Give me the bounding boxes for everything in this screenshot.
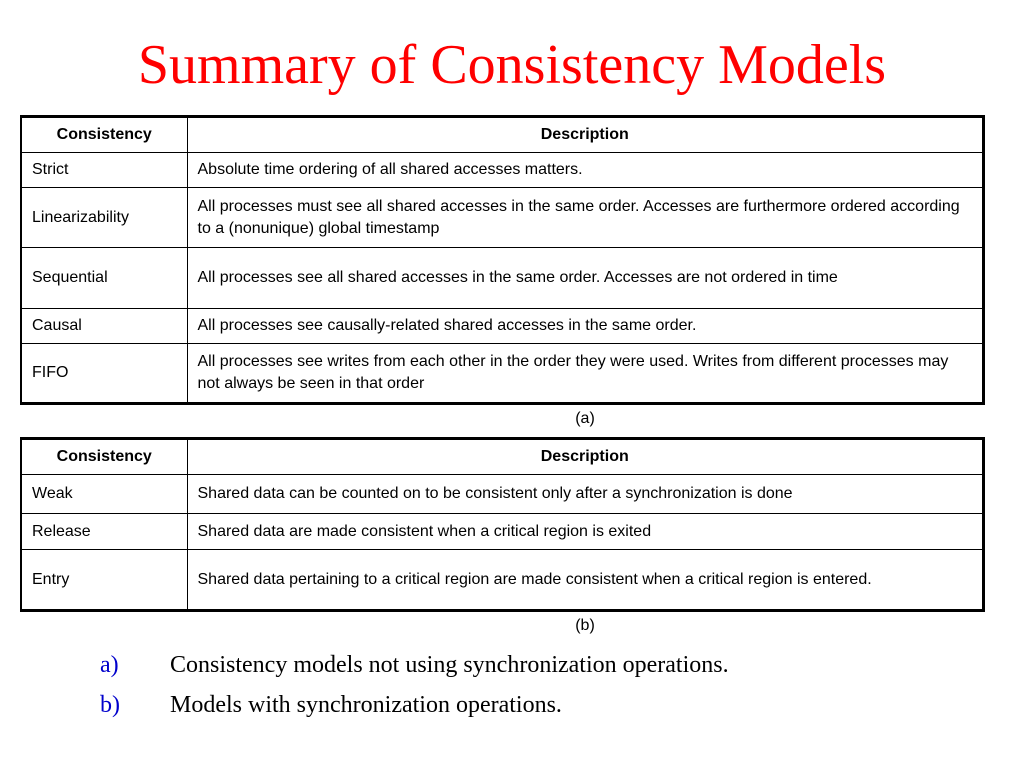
table-a-caption: (a) [575, 410, 595, 427]
table-row [21, 153, 984, 188]
table-b-caption: (b) [575, 617, 595, 634]
table-row [21, 309, 984, 344]
legend-list [100, 649, 729, 729]
slide-title: Summary of Consistency Models [137, 34, 887, 96]
header-description: Description [187, 117, 984, 153]
row-name: Sequential [21, 248, 187, 309]
legend-text: Consistency models not using synchronization operations. [170, 652, 729, 678]
row-name: Causal [21, 309, 187, 344]
table-row [21, 248, 984, 309]
legend-item-a [100, 649, 729, 689]
legend-item-b [100, 689, 729, 729]
row-name: Linearizability [21, 188, 187, 248]
table-row [21, 188, 984, 248]
legend-marker: a) [100, 652, 119, 678]
row-description: Shared data pertaining to a critical region are made consistent when a critical region is entered. [187, 550, 984, 611]
legend-marker: b) [100, 692, 120, 718]
row-name: Weak [21, 475, 187, 514]
table-row [21, 344, 984, 404]
header-consistency: Consistency [21, 117, 187, 153]
consistency-table-a [20, 115, 985, 405]
table-header-row [21, 439, 984, 475]
header-consistency: Consistency [21, 439, 187, 475]
table-row [21, 475, 984, 514]
table-row [21, 514, 984, 550]
row-name: FIFO [21, 344, 187, 404]
row-description: Shared data can be counted on to be consistent only after a synchronization is done [187, 475, 984, 514]
table-row [21, 550, 984, 611]
row-description: All processes see writes from each other in the order they were used. Writes from different processes may not always be seen in that order [187, 344, 984, 404]
header-description: Description [187, 439, 984, 475]
row-description: Shared data are made consistent when a critical region is exited [187, 514, 984, 550]
row-description: Absolute time ordering of all shared accesses matters. [187, 153, 984, 188]
row-description: All processes must see all shared accesses in the same order. Accesses are furthermore ordered according to a (nonunique) global timestamp [187, 188, 984, 248]
table-header-row [21, 117, 984, 153]
row-description: All processes see causally-related shared accesses in the same order. [187, 309, 984, 344]
row-name: Strict [21, 153, 187, 188]
consistency-table-b [20, 437, 985, 612]
row-name: Entry [21, 550, 187, 611]
legend-text: Models with synchronization operations. [170, 692, 562, 718]
row-name: Release [21, 514, 187, 550]
row-description: All processes see all shared accesses in the same order. Accesses are not ordered in time [187, 248, 984, 309]
